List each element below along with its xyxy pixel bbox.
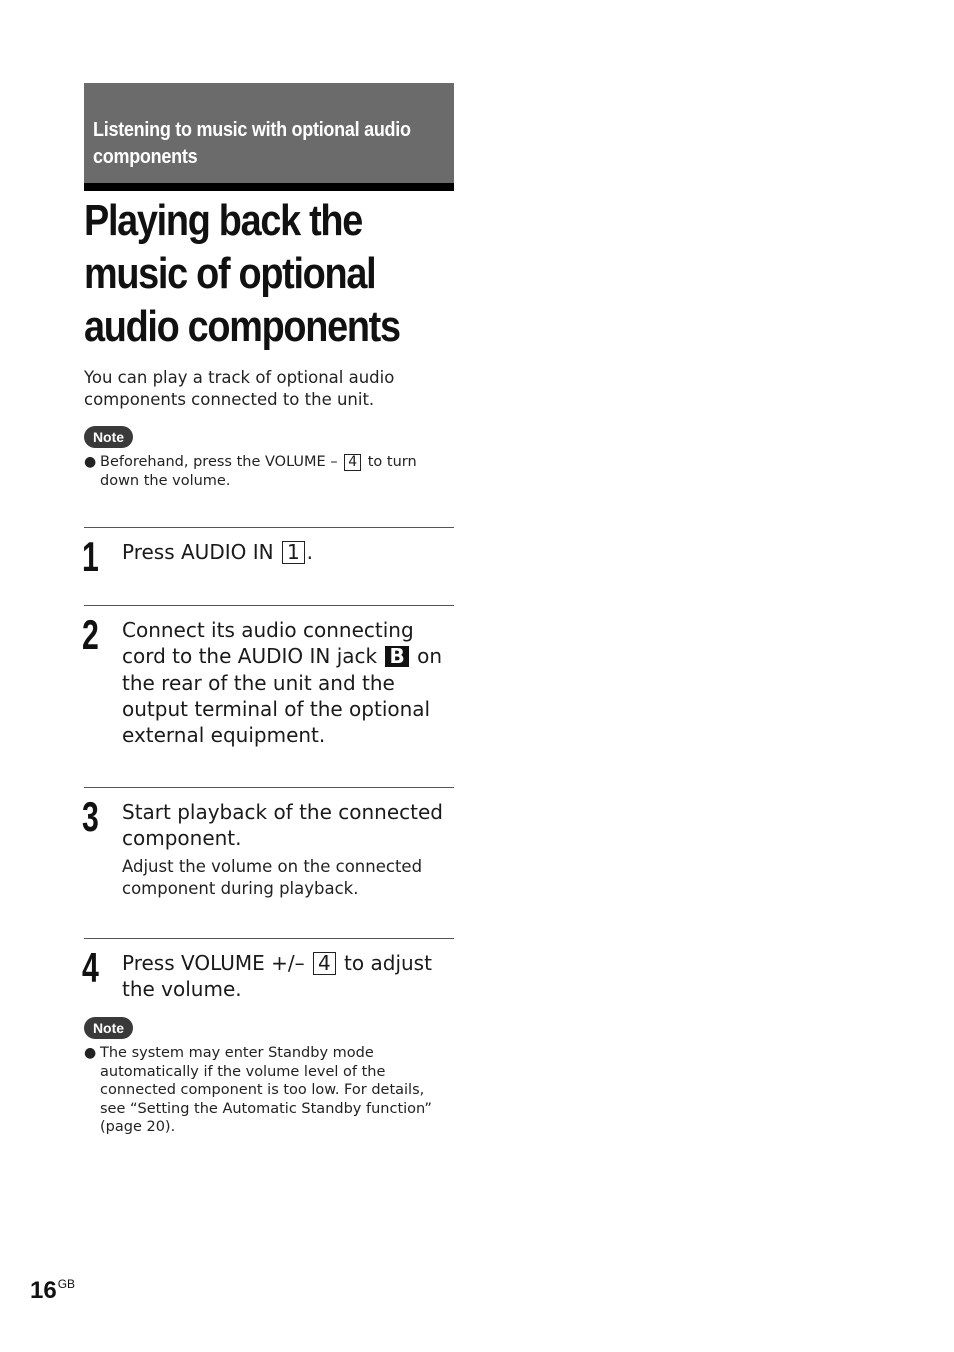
step-number: 2 [82,611,99,658]
step-text: Press AUDIO IN 1 . [122,540,314,564]
step-number: 4 [82,944,99,991]
step-text: Press VOLUME +/– 4 to adjust the volume. [122,951,432,1002]
intro-text: You can play a track of optional audio components connected to the unit. [84,368,395,409]
ref-box: 4 [344,454,361,471]
step-subtext: Adjust the volume on the connected component during playback. [122,857,423,898]
divider [84,787,454,788]
page-title: Playing back the music of optional audio components [84,196,400,351]
ref-box: 1 [282,541,305,564]
note-badge: Note [84,426,133,448]
divider [84,938,454,939]
section-header-text: Listening to music with optional audio components [93,119,411,168]
ref-box: 4 [313,952,336,975]
note-text: Beforehand, press the VOLUME – 4 to turn down the volume. [100,454,417,489]
page-suffix: GB [57,1277,76,1291]
step-number: 3 [82,793,99,840]
jack-label: B [385,646,408,667]
note-text: The system may enter Standby mode automatically if the volume level of the connected component is too low. For details, see “Setting the Automatic Standby function” (page 20). [100,1045,432,1135]
page-number: $16^{GB}$ [30,1277,76,1304]
bullet-icon: ● [84,454,97,470]
note-badge: Note [84,1017,133,1039]
section-header [84,83,454,191]
bullet-icon: ● [84,1045,97,1061]
step-text: Connect its audio connecting cord to the AUDIO IN jack B on the rear of the unit and the output terminal of the optional external equipment. [122,618,442,748]
divider [84,527,454,528]
step-text: Start playback of the connected component. [122,800,443,851]
note-item [84,1044,454,1137]
note-item [84,453,454,490]
step-number: 1 [82,533,99,580]
divider [84,605,454,606]
